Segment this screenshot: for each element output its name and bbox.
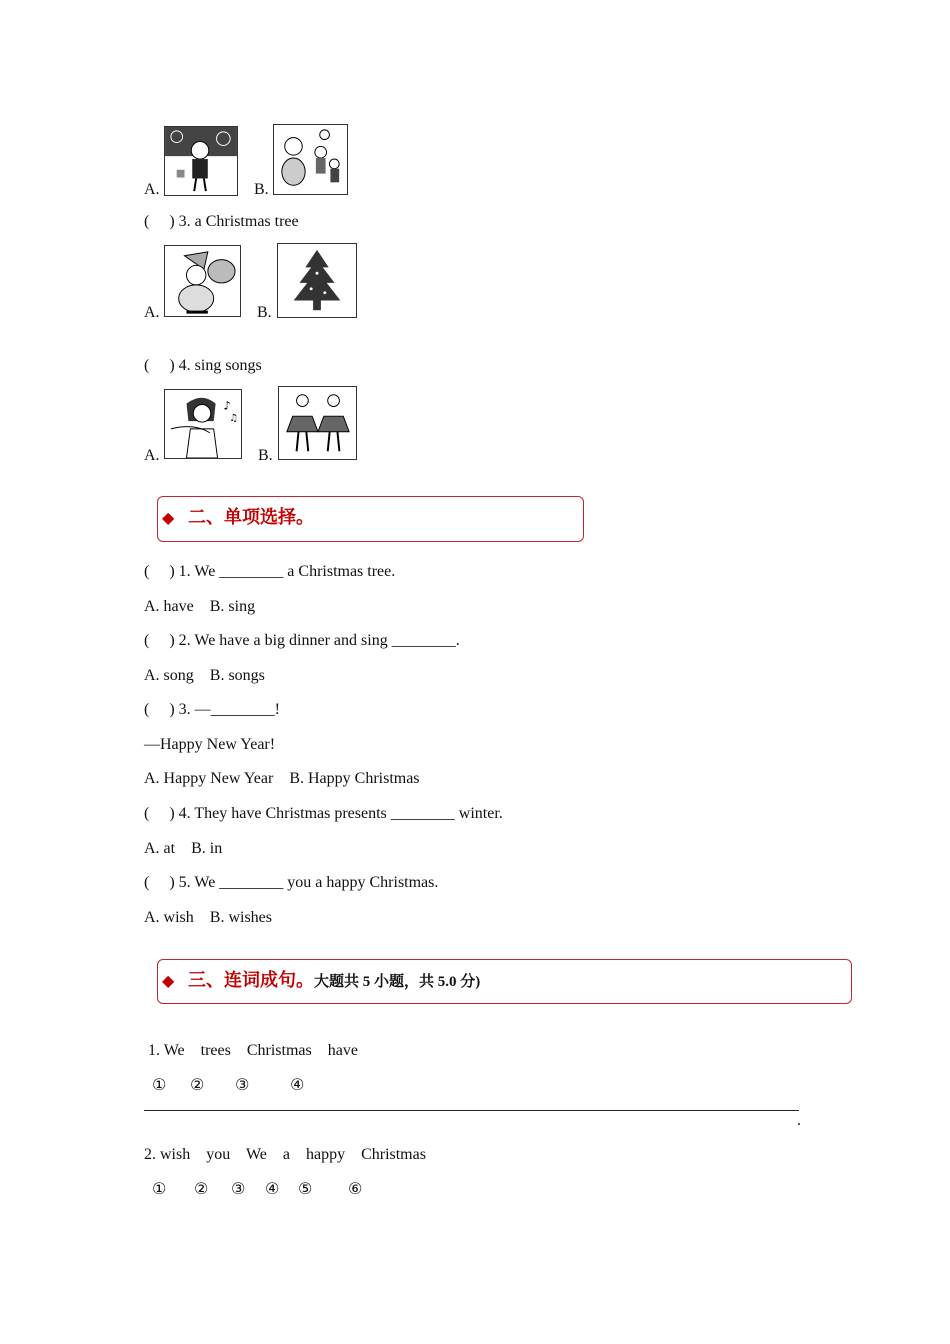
mc-question-2: ( ) 2. We have a big dinner and sing ________. <box>144 632 460 649</box>
word-order-question-1: 1. We trees Christmas have <box>144 1042 358 1059</box>
option-a-image-girl-singing[interactable] <box>164 389 242 459</box>
option-a-image-santa[interactable] <box>164 245 241 317</box>
answer-line[interactable] <box>144 1110 799 1111</box>
mc-options-2: A. song B. songs <box>144 667 265 684</box>
girl-singing-icon <box>165 390 241 458</box>
mc-options-5: A. wish B. wishes <box>144 909 273 926</box>
option-b-image-girls-dancing[interactable] <box>278 386 357 460</box>
answer-line-period: . <box>797 1112 801 1129</box>
mc-question-3: ( ) 3. —________! <box>144 701 280 718</box>
girl-fireworks-icon <box>165 127 237 195</box>
mc-question-5: ( ) 5. We ________ you a happy Christmas. <box>144 874 439 891</box>
mc-question-1: ( ) 1. We ________ a Christmas tree. <box>144 563 396 580</box>
question-3-stem: ( ) 3. a Christmas tree <box>144 213 299 230</box>
option-b-image-christmas-tree[interactable] <box>277 243 357 318</box>
svg-text:♪: ♪ <box>223 398 231 413</box>
diamond-icon: ◆ <box>162 971 175 990</box>
option-b-image-santa-children[interactable] <box>273 124 348 195</box>
santa-claus-icon <box>165 246 240 316</box>
number-marker: ③ <box>231 1179 246 1198</box>
section-title: 二、单项选择。 <box>188 507 314 528</box>
mc-options-1: A. have B. sing <box>144 598 256 615</box>
section-header-single-choice <box>157 496 584 542</box>
mc-question-3-reply: —Happy New Year! <box>144 736 276 753</box>
mc-options-4: A. at B. in <box>144 840 223 857</box>
girls-dancing-icon <box>279 387 356 459</box>
section-title: 三、连词成句。大题共 5 小题，共 5.0 分) <box>188 970 481 991</box>
number-marker: ④ <box>290 1075 305 1094</box>
mc-question-4: ( ) 4. They have Christmas presents ________ winter. <box>144 805 503 822</box>
number-marker: ② <box>190 1075 205 1094</box>
number-marker: ③ <box>235 1075 250 1094</box>
option-a-label: A. <box>144 304 160 321</box>
option-a-label: A. <box>144 447 160 464</box>
number-marker: ② <box>194 1179 209 1198</box>
option-a-image-girl-fireworks[interactable] <box>164 126 238 196</box>
section-subtitle: 大题共 5 小题，共 5.0 分) <box>314 974 481 990</box>
number-marker: ⑥ <box>348 1179 363 1198</box>
option-b-label: B. <box>257 304 272 321</box>
christmas-tree-icon <box>278 244 356 317</box>
number-marker: ① <box>152 1179 167 1198</box>
svg-text:♫: ♫ <box>229 413 238 425</box>
mc-options-3: A. Happy New Year B. Happy Christmas <box>144 770 420 787</box>
number-marker: ⑤ <box>298 1179 313 1198</box>
word-order-question-2: 2. wish you We a happy Christmas <box>144 1146 426 1163</box>
santa-children-icon <box>274 125 347 194</box>
number-marker: ④ <box>265 1179 280 1198</box>
diamond-icon: ◆ <box>162 508 175 527</box>
option-b-label: B. <box>254 181 269 198</box>
option-b-label: B. <box>258 447 273 464</box>
section-header-word-order <box>157 959 852 1004</box>
option-a-label: A. <box>144 181 160 198</box>
question-4-stem: ( ) 4. sing songs <box>144 357 262 374</box>
number-marker: ① <box>152 1075 167 1094</box>
